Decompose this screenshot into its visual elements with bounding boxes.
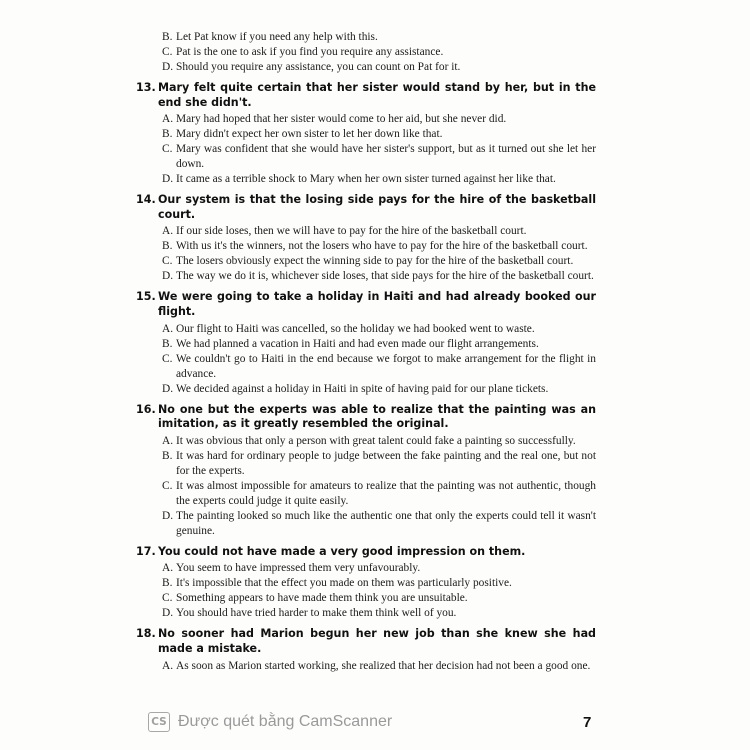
question-number: 18. — [136, 627, 156, 641]
option-letter: D. — [162, 509, 174, 522]
option-text: You seem to have impressed them very unfavourably. — [176, 562, 421, 575]
question-stem — [136, 545, 596, 560]
question-number: 14. — [136, 193, 156, 207]
option-a — [136, 434, 596, 449]
option-a — [136, 322, 596, 337]
option-letter: D. — [162, 270, 174, 283]
question-18 — [136, 627, 596, 673]
page-number: 7 — [583, 714, 592, 731]
option-text: With us it's the winners, not the losers who have to pay for the hire of the basketball court. — [176, 240, 588, 253]
option-b — [136, 30, 596, 45]
option-letter: C. — [162, 46, 173, 58]
option-c — [136, 479, 596, 509]
question-text: No sooner had Marion begun her new job than she knew she had made a mistake. — [158, 627, 596, 655]
question-stem — [136, 403, 596, 432]
option-b — [136, 576, 596, 591]
option-letter: A. — [162, 225, 174, 238]
option-d — [136, 60, 596, 75]
option-c — [136, 142, 596, 172]
question-14 — [136, 193, 596, 284]
question-17 — [136, 545, 596, 622]
option-text: Let Pat know if you need any help with this. — [176, 31, 378, 43]
option-text: As soon as Marion started working, she realized that her decision had not been a good one. — [176, 659, 591, 672]
option-letter: A. — [162, 434, 174, 447]
option-text: Something appears to have made them think you are unsuitable. — [176, 592, 468, 605]
option-text: Mary was confident that she would have her sister's support, but as it turned out she let her down. — [176, 143, 596, 171]
option-text: It was almost impossible for amateurs to realize that the painting was not authentic, though the experts could judge it quite easily. — [176, 479, 596, 507]
option-c — [136, 591, 596, 606]
option-text: It's impossible that the effect you made on them was particularly positive. — [176, 577, 512, 590]
intro-options — [136, 30, 596, 75]
option-c — [136, 254, 596, 269]
exercise-content — [136, 30, 596, 674]
option-text: We couldn't go to Haiti in the end because we forgot to make arrangement for the flight in advance. — [176, 352, 596, 380]
option-d — [136, 509, 596, 539]
question-stem — [136, 627, 596, 656]
option-text: Our flight to Haiti was cancelled, so the holiday we had booked went to waste. — [176, 322, 535, 335]
option-a — [136, 112, 596, 127]
option-text: We decided against a holiday in Haiti in spite of having paid for our plane tickets. — [176, 382, 549, 395]
question-number: 13. — [136, 81, 156, 94]
question-text: We were going to take a holiday in Haiti and had already booked our flight. — [158, 290, 596, 318]
option-letter: A. — [162, 113, 174, 126]
question-stem — [136, 81, 596, 110]
option-letter: D. — [162, 382, 174, 395]
question-text: You could not have made a very good impression on them. — [158, 544, 526, 558]
question-15 — [136, 290, 596, 396]
option-text: The way we do it is, whichever side loses, that side pays for the hire of the basketball court. — [176, 270, 594, 283]
option-text: Should you require any assistance, you can count on Pat for it. — [176, 61, 461, 73]
option-b — [136, 449, 596, 479]
option-letter: D. — [162, 61, 174, 73]
option-b — [136, 337, 596, 352]
camscanner-watermark — [148, 710, 392, 734]
question-16 — [136, 403, 596, 539]
option-letter: B. — [162, 449, 173, 462]
option-letter: C. — [162, 255, 173, 268]
option-c — [136, 45, 596, 60]
option-b — [136, 127, 596, 142]
question-text: No one but the experts was able to realize that the painting was an imitation, as it greatly resembled the original. — [158, 402, 596, 431]
option-text: Pat is the one to ask if you find you require any assistance. — [176, 46, 444, 58]
option-letter: C. — [162, 479, 173, 492]
option-text: Mary had hoped that her sister would come to her aid, but she never did. — [176, 113, 507, 126]
option-text: It was hard for ordinary people to judge between the fake painting and the real one, but not for the experts. — [176, 449, 596, 477]
option-text: It came as a terrible shock to Mary when her own sister turned against her like that. — [176, 173, 556, 186]
option-letter: B. — [162, 337, 173, 350]
option-text: Mary didn't expect her own sister to let her down like that. — [176, 128, 443, 141]
option-letter: B. — [162, 240, 173, 253]
question-number: 15. — [136, 290, 156, 304]
option-letter: D. — [162, 607, 174, 620]
option-d — [136, 382, 596, 397]
option-letter: B. — [162, 128, 173, 141]
option-text: If our side loses, then we will have to pay for the hire of the basketball court. — [176, 225, 527, 238]
option-b — [136, 239, 596, 254]
option-letter: A. — [162, 562, 174, 575]
option-text: You should have tried harder to make them think well of you. — [176, 607, 457, 620]
option-letter: C. — [162, 592, 173, 605]
option-letter: C. — [162, 352, 173, 365]
option-letter: A. — [162, 659, 174, 672]
question-number: 16. — [136, 402, 156, 416]
option-d — [136, 172, 596, 187]
question-stem — [136, 193, 596, 222]
option-letter: D. — [162, 173, 174, 186]
option-text: The painting looked so much like the authentic one that only the experts could tell it wasn't genuine. — [176, 509, 596, 537]
question-number: 17. — [136, 544, 156, 558]
camscanner-logo-icon: CS — [148, 712, 170, 732]
option-a — [136, 224, 596, 239]
option-d — [136, 269, 596, 284]
option-text: We had planned a vacation in Haiti and had even made our flight arrangements. — [176, 337, 539, 350]
option-letter: B. — [162, 577, 173, 590]
option-letter: C. — [162, 143, 173, 156]
question-13 — [136, 81, 596, 187]
option-a — [136, 659, 596, 674]
option-text: It was obvious that only a person with great talent could fake a painting so successfully. — [176, 434, 576, 447]
option-d — [136, 606, 596, 621]
option-a — [136, 561, 596, 576]
question-text: Mary felt quite certain that her sister would stand by her, but in the end she didn't. — [158, 81, 596, 109]
question-text: Our system is that the losing side pays for the hire of the basketball court. — [158, 193, 596, 221]
option-letter: A. — [162, 322, 174, 335]
option-text: The losers obviously expect the winning side to pay for the hire of the basketball court. — [176, 255, 574, 268]
option-c — [136, 352, 596, 382]
option-letter: B. — [162, 31, 173, 43]
question-stem — [136, 290, 596, 319]
watermark-text: Được quét bằng CamScanner — [178, 713, 393, 730]
